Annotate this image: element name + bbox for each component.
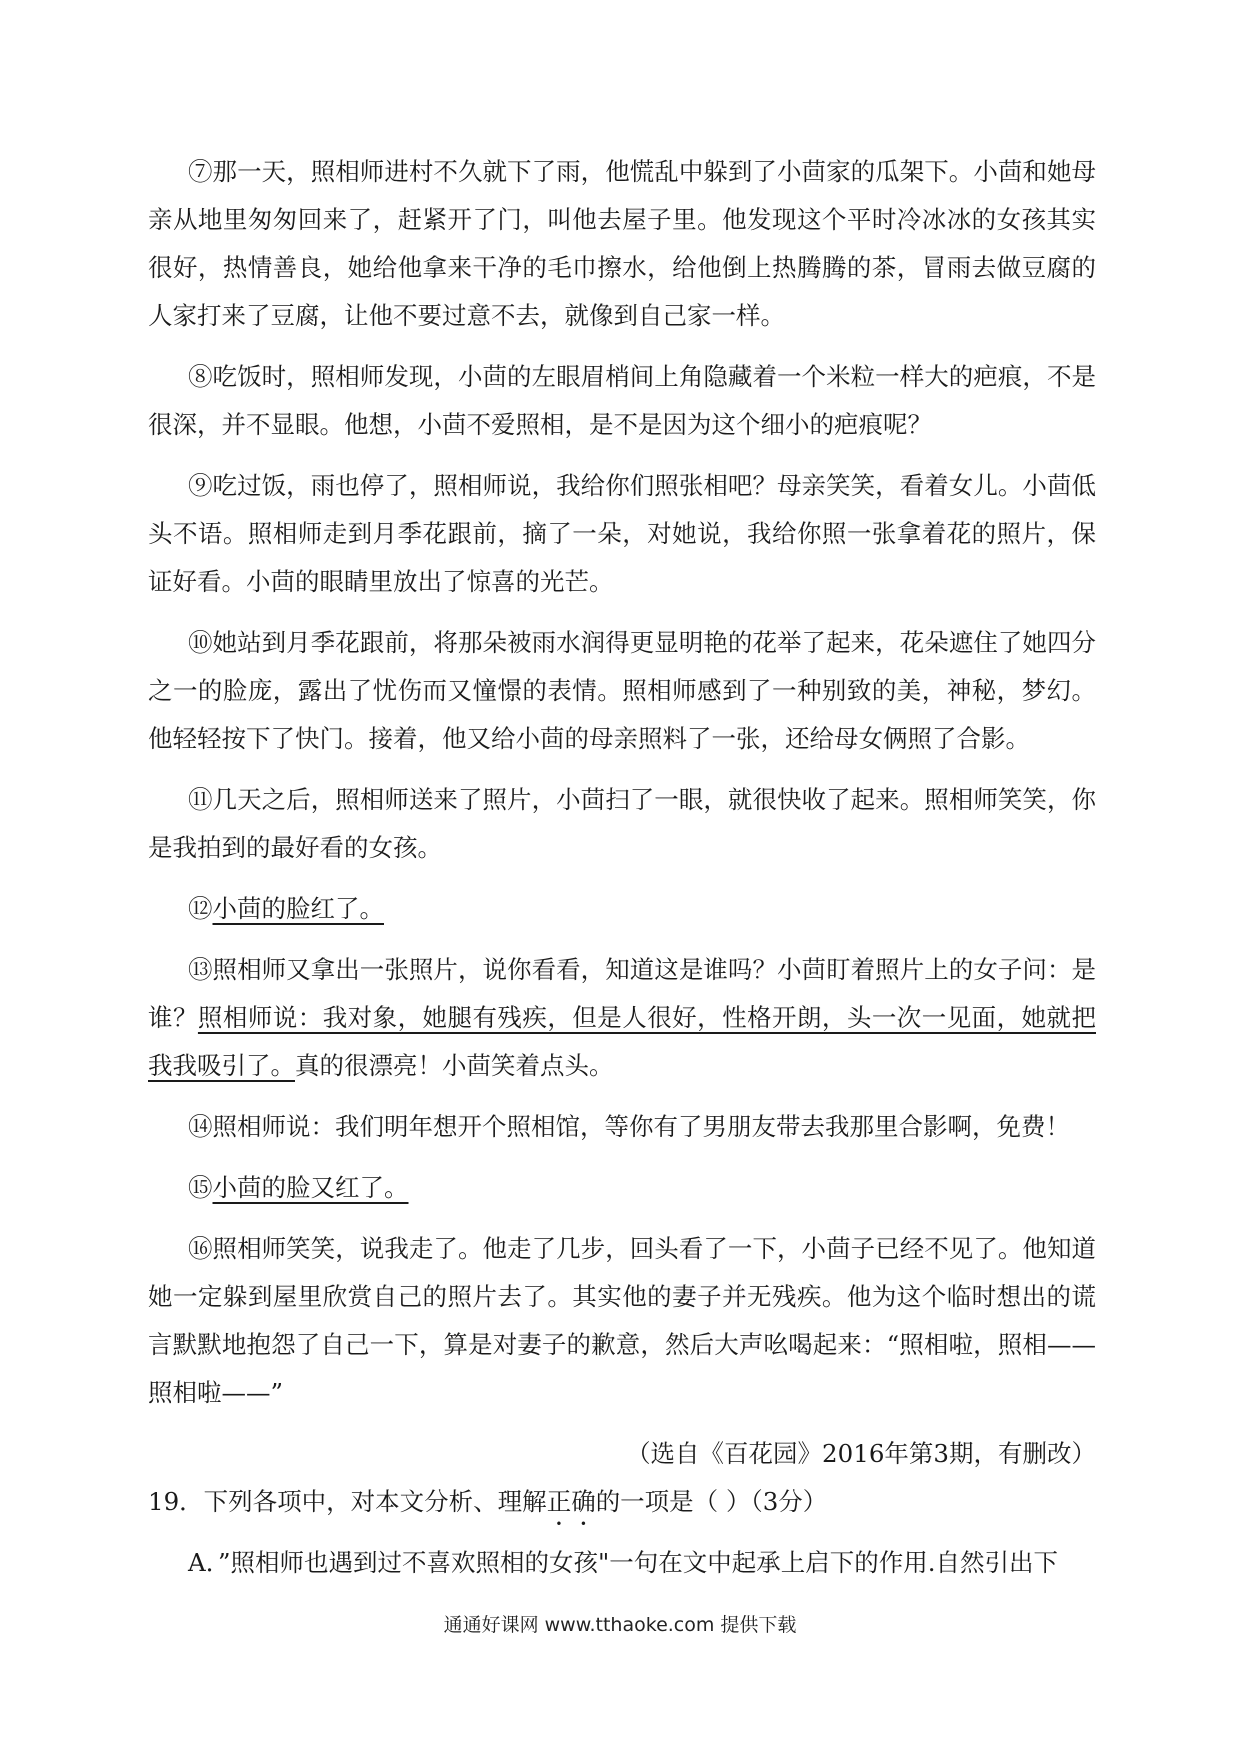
paragraph-15 xyxy=(148,1164,1096,1212)
paragraph-12-underlined: 小茴的脸红了。 xyxy=(212,894,384,923)
paragraph-15-underlined: 小茴的脸又红了。 xyxy=(212,1173,409,1202)
page-footer: 通通好课网 www.tthaoke.com 提供下载 xyxy=(443,1614,797,1636)
paragraph-7: ⑦那一天，照相师进村不久就下了雨，他慌乱中躲到了小茴家的瓜架下。小茴和她母亲从地里匆匆回来了，赶紧开了门，叫他去屋子里。他发现这个平时冷冰冰的女孩其实很好，热情善良，她给他拿来干净的毛巾擦水，给他倒上热腾腾的茶，冒雨去做豆腐的人家打来了豆腐，让他不要过意不去，就像到自己家一样。 xyxy=(148,157,1096,330)
paragraph-9: ⑨吃过饭，雨也停了，照相师说，我给你们照张相吧？母亲笑笑，看着女儿。小茴低头不语。照相师走到月季花跟前，摘了一朵，对她说，我给你照一张拿着花的照片，保证好看。小茴的眼睛里放出了惊喜的光芒。 xyxy=(148,471,1096,596)
paragraph-13-underlined: 照相师说：我对象，她腿有残疾，但是人很好，性格开朗，头一次一见面，她就把我我吸引了。 xyxy=(148,1003,1096,1080)
question-prefix: 19．下列各项中，对本文分析、理解 xyxy=(148,1487,547,1516)
source-citation: （选自《百花园》2016年第3期，有删改） xyxy=(626,1439,1096,1468)
question-suffix: 的一项是（ ）（3分） xyxy=(595,1487,828,1516)
paragraph-12-number: ⑫ xyxy=(188,894,213,923)
paragraph-13 xyxy=(148,946,1096,1090)
paragraph-15-number: ⑮ xyxy=(188,1173,213,1202)
paragraph-16: ⑯照相师笑笑，说我走了。他走了几步，回头看了一下，小茴子已经不见了。他知道她一定躲到屋里欣赏自己的照片去了。其实他的妻子并无残疾。他为这个临时想出的谎言默默地抱怨了自己一下，算是对妻子的歉意，然后大声吆喝起来：“照相啦，照相——照相啦——” xyxy=(148,1234,1096,1407)
paragraph-11: ⑪几天之后，照相师送来了照片，小茴扫了一眼，就很快收了起来。照相师笑笑，你是我拍到的最好看的女孩。 xyxy=(148,785,1096,862)
paragraph-8: ⑧吃饭时，照相师发现，小茴的左眼眉梢间上角隐藏着一个米粒一样大的疤痕，不是很深，并不显眼。他想，小茴不爱照相，是不是因为这个细小的疤痕呢？ xyxy=(148,362,1096,439)
paragraph-12 xyxy=(148,885,1096,933)
emphasis-dot-char: 正 xyxy=(546,1487,572,1516)
article-body xyxy=(148,148,1096,1587)
paragraph-13-end: 真的很漂亮！小茴笑着点头。 xyxy=(295,1051,614,1080)
option-a: A．”照相师也遇到过不喜欢照相的女孩"一句在文中起承上启下的作用.自然引出下 xyxy=(188,1548,1059,1577)
paragraph-13-start: ⑬照相师又拿出一张照片，说你看看，知道这是谁吗？小茴盯着照片上的女子问：是谁？ xyxy=(148,955,1096,1032)
paragraph-10: ⑩她站到月季花跟前，将那朵被雨水润得更显明艳的花举了起来，花朵遮住了她四分之一的脸庞，露出了忧伤而又憧憬的表情。照相师感到了一种别致的美，神秘，梦幻。他轻轻按下了快门。接着，他又给小茴的母亲照料了一张，还给母女俩照了合影。 xyxy=(148,628,1096,753)
paragraph-14: ⑭照相师说：我们明年想开个照相馆，等你有了男朋友带去我那里合影啊，免费！ xyxy=(188,1112,1070,1141)
emphasis-dot-char: 确 xyxy=(571,1487,596,1516)
question-19 xyxy=(148,1478,1096,1526)
